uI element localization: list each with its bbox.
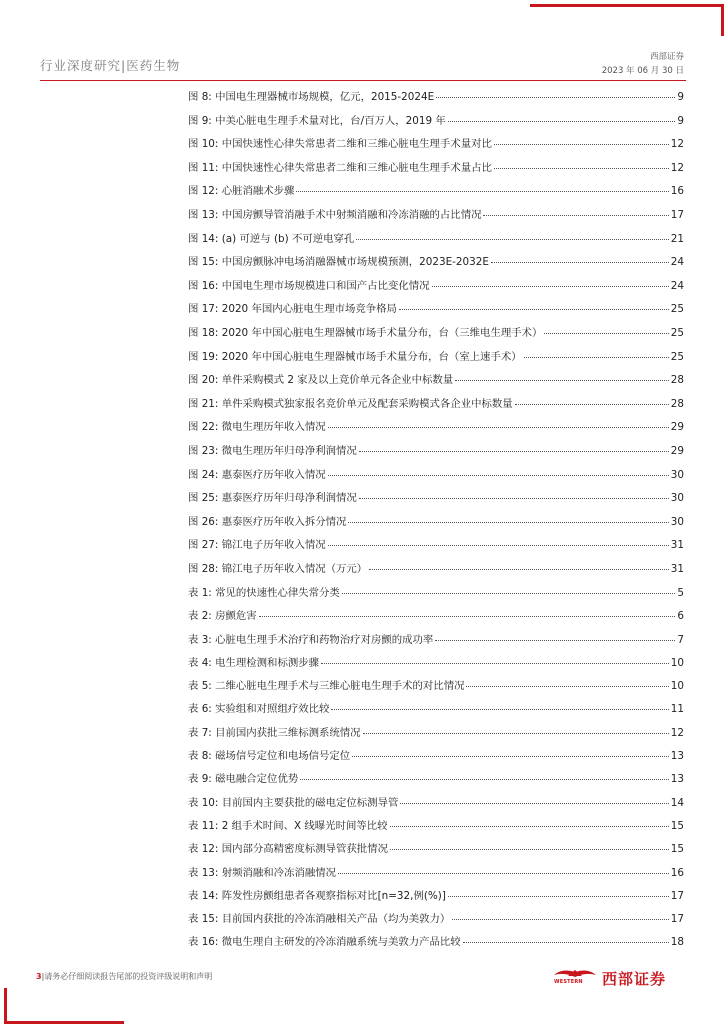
figure-toc-entry[interactable] bbox=[188, 489, 684, 513]
toc-page-number: 30 bbox=[670, 492, 684, 505]
western-securities-logo bbox=[552, 966, 687, 990]
toc-page-number: 13 bbox=[670, 773, 684, 786]
toc-page-number: 12 bbox=[670, 726, 684, 739]
toc-page-number: 30 bbox=[670, 515, 684, 528]
table-toc-entry[interactable] bbox=[188, 910, 684, 933]
toc-entry-title: 表 13: 射频消融和冷冻消融情况 bbox=[188, 866, 337, 879]
toc-entry-title: 表 10: 目前国内主要获批的磁电定位标测导管 bbox=[188, 796, 399, 809]
toc-entry-title: 图 13: 中国房颤导管消融手术中射频消融和冷冻消融的占比情况 bbox=[188, 208, 482, 221]
table-toc-entry[interactable] bbox=[188, 864, 684, 887]
table-toc-entry[interactable] bbox=[188, 700, 684, 723]
toc-page-number: 12 bbox=[670, 138, 684, 151]
disclaimer-text: 请务必仔细阅读报告尾部的投资评级说明和声明 bbox=[44, 972, 213, 981]
toc-dot-leader bbox=[259, 616, 676, 617]
figure-toc-entry[interactable] bbox=[188, 395, 684, 419]
toc-entry-title: 表 12: 国内部分高精密度标测导管获批情况 bbox=[188, 843, 388, 856]
toc-entry-title: 图 10: 中国快速性心律失常患者二维和三维心脏电生理手术量对比 bbox=[188, 138, 492, 151]
toc-dot-leader bbox=[491, 262, 669, 263]
figure-toc-entry[interactable] bbox=[188, 135, 684, 159]
toc-entry-title: 图 22: 微电生理历年收入情况 bbox=[188, 421, 326, 434]
toc-dot-leader bbox=[328, 475, 669, 476]
toc-dot-leader bbox=[300, 779, 669, 780]
toc-page-number: 7 bbox=[677, 633, 684, 646]
table-toc-entry[interactable] bbox=[188, 607, 684, 630]
figure-toc-entry[interactable] bbox=[188, 230, 684, 254]
toc-entry-title: 图 20: 单件采购模式 2 家及以上竞价单元各企业中标数量 bbox=[188, 374, 454, 387]
toc-page-number: 12 bbox=[670, 161, 684, 174]
toc-entry-title: 图 21: 单件采购模式独家报名竞价单元及配套采购模式各企业中标数量 bbox=[188, 397, 513, 410]
toc-entry-title: 表 16: 微电生理自主研发的冷冻消融系统与美敦力产品比较 bbox=[188, 936, 461, 949]
table-toc-entry[interactable] bbox=[188, 817, 684, 840]
toc-entry-title: 图 11: 中国快速性心律失常患者二维和三维心脏电生理手术量占比 bbox=[188, 161, 492, 174]
toc-entry-title: 图 27: 锦江电子历年收入情况 bbox=[188, 539, 326, 552]
toc-page-number: 18 bbox=[670, 936, 684, 949]
table-toc-entry[interactable] bbox=[188, 584, 684, 607]
toc-dot-leader bbox=[448, 896, 669, 897]
table-toc-entry[interactable] bbox=[188, 794, 684, 817]
toc-dot-leader bbox=[455, 380, 669, 381]
page-number: 3 bbox=[36, 972, 42, 981]
table-toc-entry[interactable] bbox=[188, 654, 684, 677]
figure-toc-entry[interactable] bbox=[188, 253, 684, 277]
report-section-title: 行业深度研究|医药生物 bbox=[40, 58, 181, 73]
toc-entry-title: 表 2: 房颤危害 bbox=[188, 610, 257, 623]
toc-page-number: 28 bbox=[670, 374, 684, 387]
toc-dot-leader bbox=[352, 756, 669, 757]
logo-text: 西部证券 bbox=[602, 970, 667, 988]
toc-page-number: 14 bbox=[670, 796, 684, 809]
figure-toc-entry[interactable] bbox=[188, 560, 684, 584]
toc-dot-leader bbox=[524, 357, 669, 358]
table-toc-entry[interactable] bbox=[188, 887, 684, 910]
toc-page-number: 16 bbox=[670, 185, 684, 198]
toc-dot-leader bbox=[359, 498, 669, 499]
figure-toc-entry[interactable] bbox=[188, 418, 684, 442]
toc-dot-leader bbox=[359, 451, 669, 452]
report-date: 2023 年 06 月 30 日 bbox=[601, 66, 684, 76]
figure-index-list bbox=[188, 88, 684, 583]
toc-dot-leader bbox=[494, 144, 669, 145]
logo-english-text: WESTERN bbox=[554, 979, 583, 985]
toc-page-number: 25 bbox=[670, 326, 684, 339]
toc-entry-title: 表 1: 常见的快速性心律失常分类 bbox=[188, 587, 340, 599]
toc-page-number: 9 bbox=[677, 114, 684, 127]
toc-entry-title: 表 7: 目前国内获批三维标测系统情况 bbox=[188, 726, 361, 739]
toc-page-number: 30 bbox=[670, 468, 684, 481]
toc-dot-leader bbox=[466, 686, 668, 687]
toc-dot-leader bbox=[342, 593, 676, 594]
figure-toc-entry[interactable] bbox=[188, 371, 684, 395]
toc-entry-title: 表 9: 磁电融合定位优势 bbox=[188, 773, 299, 786]
header-brand: 西部证券 bbox=[649, 52, 684, 62]
toc-entry-title: 图 17: 2020 年国内心脏电生理市场竞争格局 bbox=[188, 303, 397, 316]
figure-toc-entry[interactable] bbox=[188, 182, 684, 206]
toc-dot-leader bbox=[296, 191, 668, 192]
toc-dot-leader bbox=[432, 286, 669, 287]
toc-entry-title: 表 3: 心脏电生理手术治疗和药物治疗对房颤的成功率 bbox=[188, 633, 434, 646]
figure-toc-entry[interactable] bbox=[188, 324, 684, 348]
toc-dot-leader bbox=[328, 545, 669, 546]
toc-entry-title: 图 12: 心脏消融术步骤 bbox=[188, 185, 295, 198]
toc-dot-leader bbox=[436, 97, 675, 98]
toc-page-number: 16 bbox=[670, 866, 684, 879]
toc-page-number: 28 bbox=[670, 397, 684, 410]
toc-page-number: 5 bbox=[677, 587, 684, 599]
toc-page-number: 13 bbox=[670, 750, 684, 763]
table-toc-entry[interactable] bbox=[188, 724, 684, 747]
toc-dot-leader bbox=[356, 239, 668, 240]
table-toc-entry[interactable] bbox=[188, 677, 684, 700]
toc-page-number: 31 bbox=[670, 539, 684, 552]
toc-page-number: 29 bbox=[670, 421, 684, 434]
toc-page-number: 24 bbox=[670, 279, 684, 292]
figure-toc-entry[interactable] bbox=[188, 88, 684, 112]
toc-dot-leader bbox=[328, 427, 669, 428]
toc-page-number: 10 bbox=[670, 680, 684, 693]
figure-toc-entry[interactable] bbox=[188, 442, 684, 466]
toc-dot-leader bbox=[369, 569, 669, 570]
toc-entry-title: 表 5: 二维心脏电生理手术与三维心脏电生理手术的对比情况 bbox=[188, 680, 465, 693]
toc-page-number: 25 bbox=[670, 350, 684, 363]
toc-page-number: 17 bbox=[670, 208, 684, 221]
header-divider bbox=[40, 80, 686, 81]
toc-page-number: 31 bbox=[670, 562, 684, 575]
table-toc-entry[interactable] bbox=[188, 933, 684, 956]
toc-dot-leader bbox=[483, 215, 668, 216]
toc-page-number: 9 bbox=[677, 91, 684, 103]
toc-dot-leader bbox=[321, 663, 669, 664]
toc-page-number: 25 bbox=[670, 303, 684, 316]
toc-entry-title: 图 8: 中国电生理器械市场规模，亿元，2015-2024E bbox=[188, 91, 435, 103]
toc-dot-leader bbox=[400, 803, 668, 804]
toc-page-number: 6 bbox=[677, 610, 684, 623]
toc-entry-title: 图 28: 锦江电子历年收入情况（万元） bbox=[188, 562, 368, 575]
toc-dot-leader bbox=[544, 333, 668, 334]
figure-toc-entry[interactable] bbox=[188, 513, 684, 537]
toc-dot-leader bbox=[338, 873, 669, 874]
figure-toc-entry[interactable] bbox=[188, 206, 684, 230]
toc-dot-leader bbox=[399, 309, 669, 310]
toc-entry-title: 图 24: 惠泰医疗历年收入情况 bbox=[188, 468, 326, 481]
toc-page-number: 17 bbox=[670, 889, 684, 902]
toc-entry-title: 表 4: 电生理检测和标测步骤 bbox=[188, 656, 320, 669]
toc-page-number: 17 bbox=[670, 913, 684, 926]
table-toc-entry[interactable] bbox=[188, 840, 684, 863]
toc-entry-title: 表 15: 目前国内获批的冷冻消融相关产品（均为美敦力） bbox=[188, 913, 451, 926]
toc-entry-title: 表 11: 2 组手术时间、X 线曝光时间等比较 bbox=[188, 819, 388, 832]
table-index-list bbox=[188, 584, 684, 957]
toc-dot-leader bbox=[515, 404, 669, 405]
figure-toc-entry[interactable] bbox=[188, 112, 684, 136]
toc-entry-title: 图 9: 中美心脏电生理手术量对比，台/百万人，2019 年 bbox=[188, 114, 446, 127]
figure-toc-entry[interactable] bbox=[188, 300, 684, 324]
toc-entry-title: 图 14: (a) 可逆与 (b) 不可逆电穿孔 bbox=[188, 232, 355, 245]
figure-toc-entry[interactable] bbox=[188, 348, 684, 372]
table-toc-entry[interactable] bbox=[188, 770, 684, 793]
toc-page-number: 15 bbox=[670, 819, 684, 832]
corner-accent-top-right-horizontal bbox=[530, 4, 724, 7]
toc-entry-title: 表 14: 阵发性房颤组患者各观察指标对比[n=32,例(%)] bbox=[188, 889, 446, 902]
table-toc-entry[interactable] bbox=[188, 631, 684, 654]
toc-dot-leader bbox=[435, 640, 675, 641]
toc-entry-title: 表 6: 实验组和对照组疗效比较 bbox=[188, 703, 330, 716]
toc-dot-leader bbox=[331, 709, 668, 710]
toc-entry-title: 图 23: 微电生理历年归母净利润情况 bbox=[188, 444, 357, 457]
toc-page-number: 15 bbox=[670, 843, 684, 856]
footer-separator: | bbox=[41, 972, 45, 981]
toc-dot-leader bbox=[452, 919, 668, 920]
figure-toc-entry[interactable] bbox=[188, 536, 684, 560]
toc-dot-leader bbox=[390, 826, 669, 827]
toc-dot-leader bbox=[494, 168, 669, 169]
toc-dot-leader bbox=[348, 522, 668, 523]
figure-toc-entry[interactable] bbox=[188, 159, 684, 183]
toc-dot-leader bbox=[463, 942, 669, 943]
footer-disclaimer bbox=[36, 971, 212, 982]
toc-entry-title: 图 16: 中国电生理市场规模进口和国产占比变化情况 bbox=[188, 279, 430, 292]
table-toc-entry[interactable] bbox=[188, 747, 684, 770]
figure-toc-entry[interactable] bbox=[188, 466, 684, 490]
toc-page-number: 10 bbox=[670, 656, 684, 669]
logo-emblem-icon bbox=[552, 966, 598, 990]
toc-entry-title: 图 18: 2020 年中国心脏电生理器械市场手术量分布，台（三维电生理手术） bbox=[188, 326, 543, 339]
toc-page-number: 21 bbox=[670, 232, 684, 245]
toc-page-number: 11 bbox=[670, 703, 684, 716]
toc-entry-title: 图 26: 惠泰医疗历年收入拆分情况 bbox=[188, 515, 347, 528]
toc-entry-title: 图 15: 中国房颤脉冲电场消融器械市场规模预测，2023E-2032E bbox=[188, 256, 489, 269]
toc-dot-leader bbox=[363, 733, 669, 734]
toc-page-number: 29 bbox=[670, 444, 684, 457]
toc-entry-title: 图 19: 2020 年中国心脏电生理器械市场手术量分布，台（室上速手术） bbox=[188, 350, 522, 363]
corner-accent-bottom-left-vertical bbox=[4, 988, 7, 1024]
toc-entry-title: 表 8: 磁场信号定位和电场信号定位 bbox=[188, 750, 351, 763]
toc-dot-leader bbox=[390, 849, 669, 850]
toc-dot-leader bbox=[448, 121, 676, 122]
toc-entry-title: 图 25: 惠泰医疗历年归母净利润情况 bbox=[188, 492, 357, 505]
toc-page-number: 24 bbox=[670, 256, 684, 269]
figure-toc-entry[interactable] bbox=[188, 277, 684, 301]
